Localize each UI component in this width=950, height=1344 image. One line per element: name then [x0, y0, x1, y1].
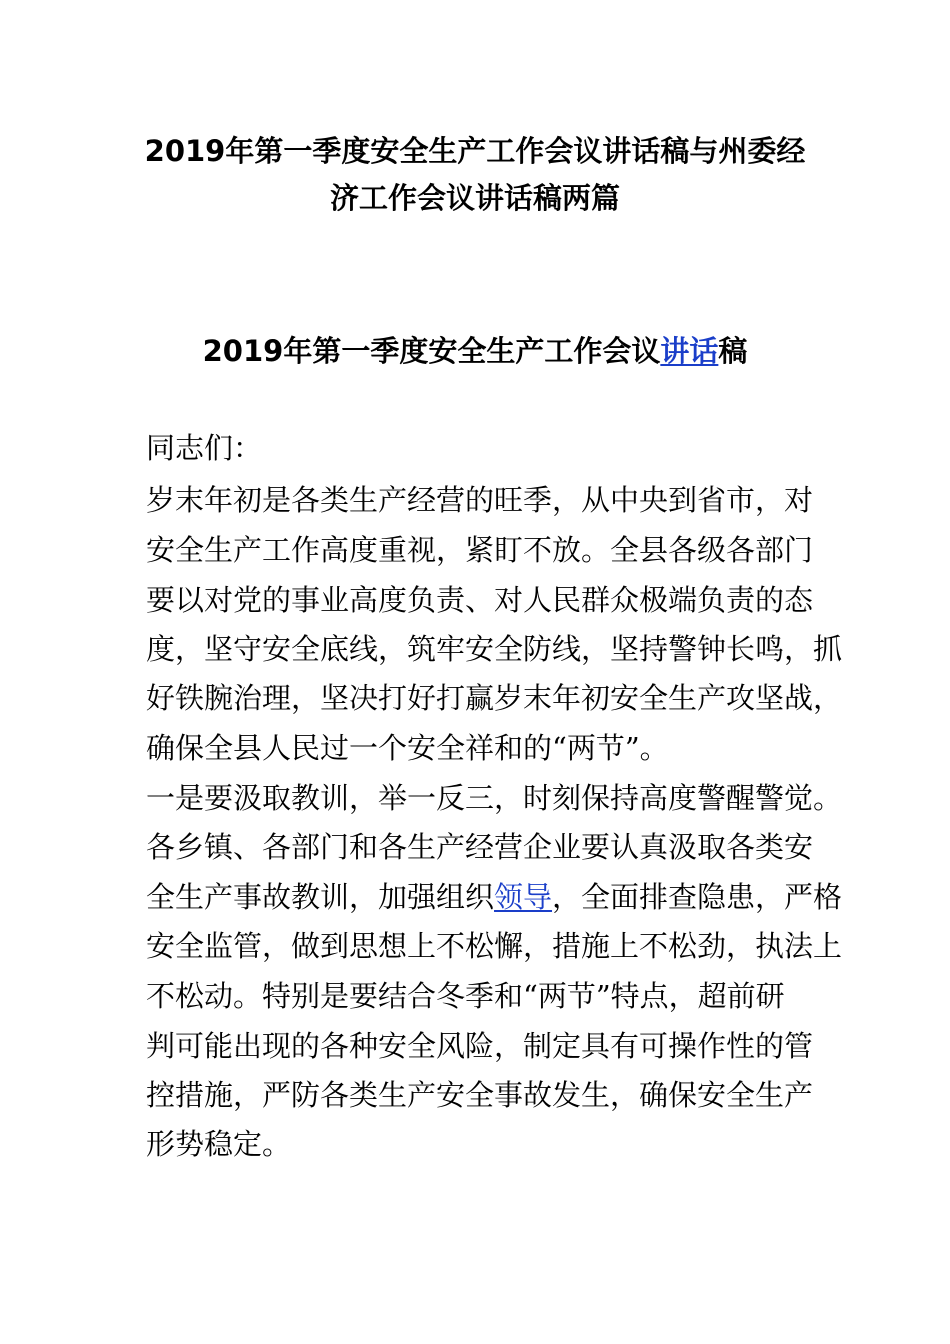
- paragraph-line: 不松动。特别是要结合冬季和“两节”特点，超前研: [146, 979, 785, 1013]
- document-title-line-2: 济工作会议讲话稿两篇: [329, 181, 620, 215]
- paragraph-line: 要以对党的事业高度负责、对人民群众极端负责的态: [146, 583, 814, 617]
- greeting: 同志们：: [146, 431, 263, 465]
- section-title-suffix: 稿: [718, 334, 748, 368]
- paragraph-line: 判可能出现的各种安全风险，制定具有可操作性的管: [146, 1029, 814, 1063]
- paragraph-line: 安全监管，做到思想上不松懈，措施上不松劲，执法上: [146, 929, 843, 963]
- paragraph-line: 各乡镇、各部门和各生产经营企业要认真汲取各类安: [146, 830, 814, 864]
- paragraph-line: 形势稳定。: [146, 1127, 292, 1161]
- paragraph-line: 安全生产工作高度重视，紧盯不放。全县各级各部门: [146, 533, 814, 567]
- document-title-line-1: 2019年第一季度安全生产工作会议讲话稿与州委经: [144, 134, 806, 168]
- paragraph-line: 控措施，严防各类生产安全事故发生，确保安全生产: [146, 1078, 814, 1112]
- section-title: [120, 336, 830, 366]
- paragraph-line: 好铁腕治理，坚决打好打赢岁末年初安全生产攻坚战，: [146, 681, 843, 715]
- line-text-suffix: ，全面排查隐患，严格: [552, 880, 843, 914]
- paragraph-line: 岁末年初是各类生产经营的旺季，从中央到省市，对: [146, 483, 814, 517]
- paragraph-line: 一是要汲取教训，举一反三，时刻保持高度警醒警觉。: [146, 781, 843, 815]
- speech-link[interactable]: 讲话: [660, 334, 719, 368]
- paragraph-line: 确保全县人民过一个安全祥和的“两节”。: [146, 731, 669, 765]
- paragraph-line: 度，坚守安全底线，筑牢安全防线，坚持警钟长鸣，抓: [146, 632, 843, 666]
- section-title-text: 2019年第一季度安全生产工作会议: [202, 334, 661, 368]
- line-text: 全生产事故教训，加强组织: [146, 880, 495, 914]
- paragraph-line-with-link: [146, 882, 846, 912]
- leadership-link[interactable]: 领导: [494, 880, 553, 914]
